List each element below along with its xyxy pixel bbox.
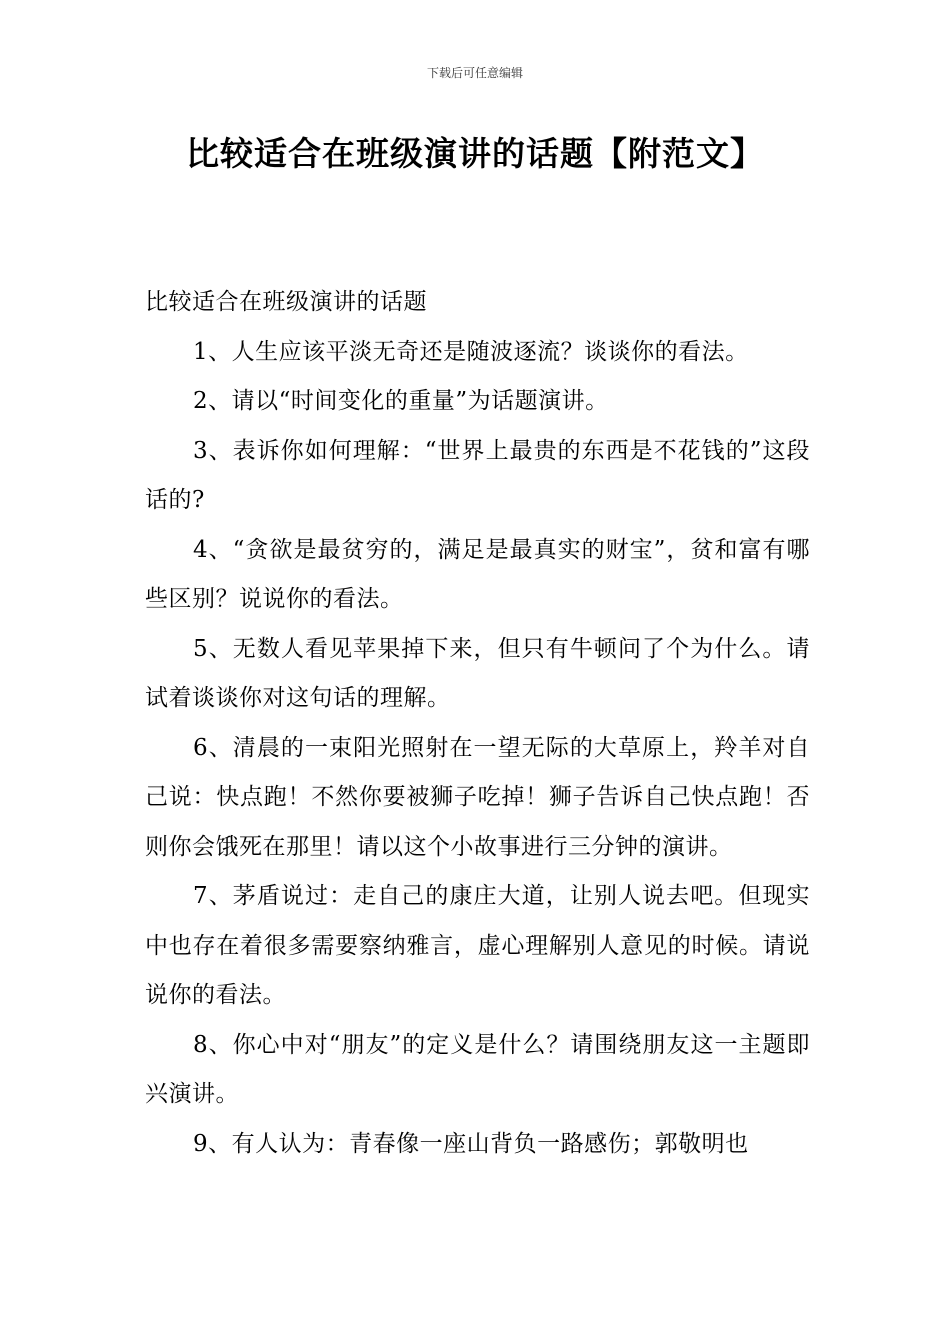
topic-item: 8、你心中对“朋友”的定义是什么？请围绕朋友这一主题即兴演讲。	[145, 1031, 810, 1107]
topic-item: 9、有人认为：青春像一座山背负一路感伤；郭敬明也	[193, 1130, 749, 1157]
topic-item: 5、无数人看见苹果掉下来，但只有牛顿问了个为什么。请试着谈谈你对这句话的理解。	[145, 635, 810, 711]
topic-item: 2、请以“时间变化的重量”为话题演讲。	[193, 388, 609, 414]
document-body	[145, 278, 810, 1169]
topic-item: 1、人生应该平淡无奇还是随波逐流？谈谈你的看法。	[193, 338, 749, 365]
topic-item: 4、“贪欲是最贫穷的，满足是最真实的财宝”，贫和富有哪些区别？说说你的看法。	[145, 536, 810, 612]
document-title: 比较适合在班级演讲的话题【附范文】	[186, 134, 764, 173]
header-note: 下载后可任意编辑	[426, 66, 523, 80]
topic-item: 3、表诉你如何理解：“世界上最贵的东西是不花钱的”这段话的?	[145, 437, 810, 513]
section-heading: 比较适合在班级演讲的话题	[145, 289, 427, 315]
topic-item: 7、茅盾说过：走自己的康庄大道，让别人说去吧。但现实中也存在着很多需要察纳雅言，虚心理解别人意见的时候。请说说你的看法。	[145, 883, 810, 1008]
topic-item: 6、清晨的一束阳光照射在一望无际的大草原上，羚羊对自己说：快点跑！不然你要被狮子吃掉！狮子告诉自己快点跑！否则你会饿死在那里！请以这个小故事进行三分钟的演讲。	[145, 734, 810, 860]
